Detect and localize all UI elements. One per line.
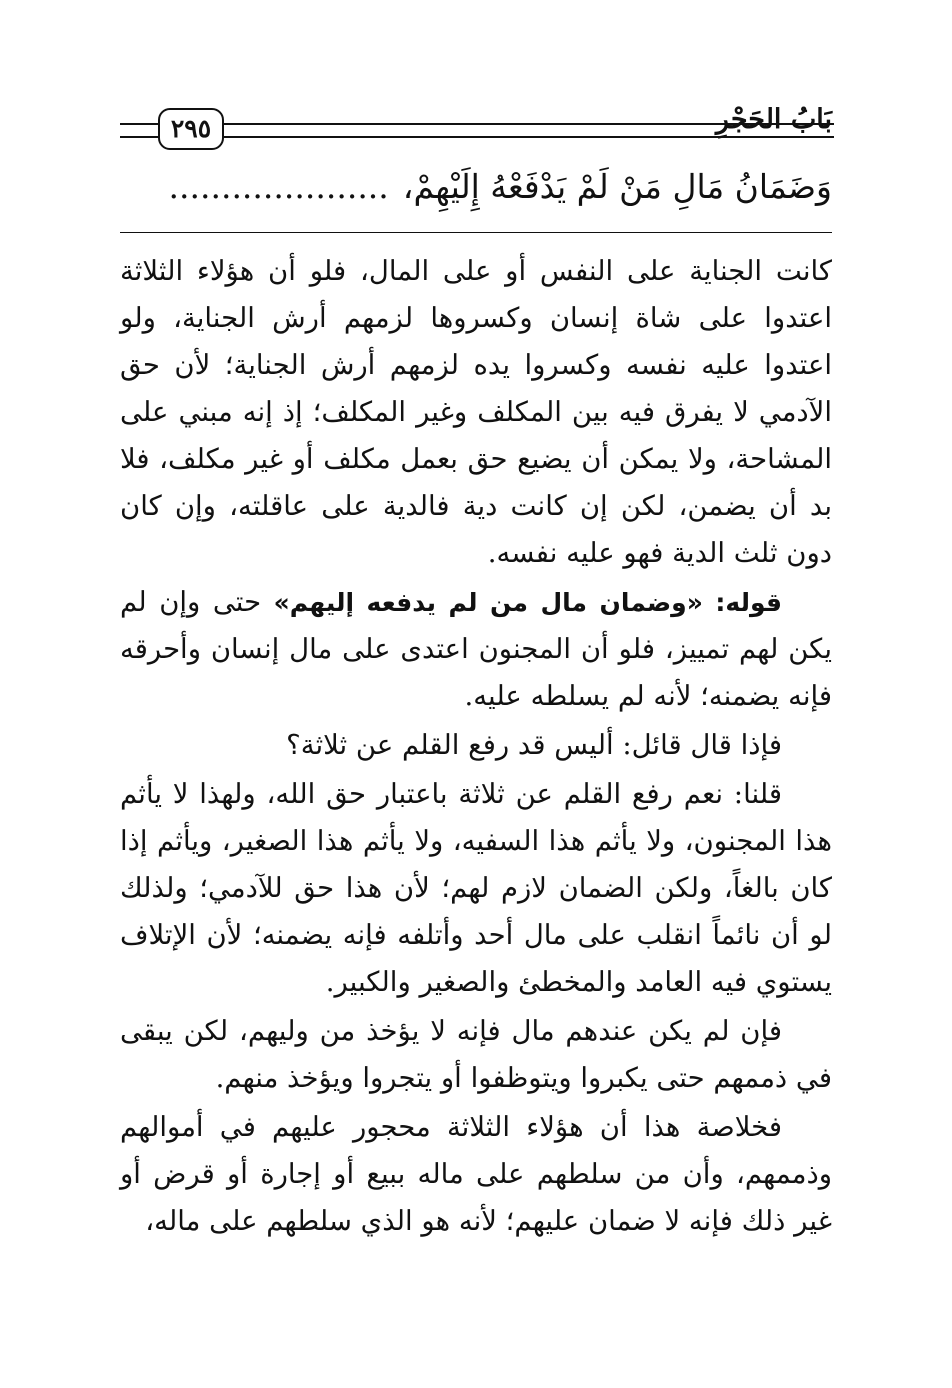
matn-quote: «وضمان مال من لم يدفعه إليهم» [273, 588, 703, 617]
qawluhu-label: قوله: [715, 588, 783, 617]
paragraph: فإن لم يكن عندهم مال فإنه لا يؤخذ من وليهم، لكن يبقى في ذممهم حتى يكبروا ويتوظفوا أو يتجروا ويؤخذ منهم. [120, 1015, 832, 1094]
paragraph: قلنا: نعم رفع القلم عن ثلاثة باعتبار حق الله، ولهذا لا يأثم هذا المجنون، ولا يأثم هذا السفيه، ولا يأثم هذا الصغير، ويأثم إذا كان بالغاً، ولكن الضمان لازم لهم؛ لأن هذا حق للآدمي؛ ولذلك لو أن نائماً انقلب على مال أحد وأتلفه فإنه يضمنه؛ لأن الإتلاف يستوي فيه العامد والمخطئ والصغير والكبير. [120, 778, 832, 998]
matn-dots: ..................... [168, 167, 389, 206]
header-rule [222, 136, 834, 138]
page-number: ٢٩٥ [158, 108, 224, 150]
chapter-title: بَابُ الحَجْرِ [715, 104, 832, 135]
paragraph: فإذا قال قائل: أليس قد رفع القلم عن ثلاثة؟ [286, 729, 782, 761]
matn-divider [120, 232, 832, 233]
matn-text: وَضَمَانُ مَالِ مَنْ لَمْ يَدْفَعْهُ إِلَيْهِمْ، [402, 167, 832, 206]
header-rule [120, 123, 160, 125]
header-rule [120, 136, 160, 138]
paragraph-text: حتى وإن لم يكن لهم تمييز، فلو أن المجنون اعتدى على مال إنسان وأحرقه فإنه يضمنه؛ لأنه لم يسلطه عليه. [120, 586, 832, 712]
header-rule [222, 123, 834, 125]
paragraph: فخلاصة هذا أن هؤلاء الثلاثة محجور عليهم في أموالهم وذممهم، وأن من سلطهم على ماله ببيع أو إجارة أو قرض أو غير ذلك فإنه لا ضمان عليهم؛ لأنه هو الذي سلطهم على ماله، [120, 1111, 832, 1237]
commentary-body [120, 248, 832, 1247]
matn-line [120, 162, 832, 212]
paragraph: كانت الجناية على النفس أو على المال، فلو أن هؤلاء الثلاثة اعتدوا على شاة إنسان وكسروها لزمهم أرش الجناية، ولو اعتدوا عليه نفسه وكسروا يده لزمهم أرش الجناية؛ لأن حق الآدمي لا يفرق فيه بين المكلف وغير المكلف؛ إذ إنه مبني على المشاحة، ولا يمكن أن يضيع حق بعمل مكلف أو غير مكلف، فلا بد أن يضمن، لكن إن كانت دية فالدية على عاقلته، وإن كان دون ثلث الدية فهو عليه نفسه. [120, 255, 832, 569]
paragraph [120, 579, 832, 720]
